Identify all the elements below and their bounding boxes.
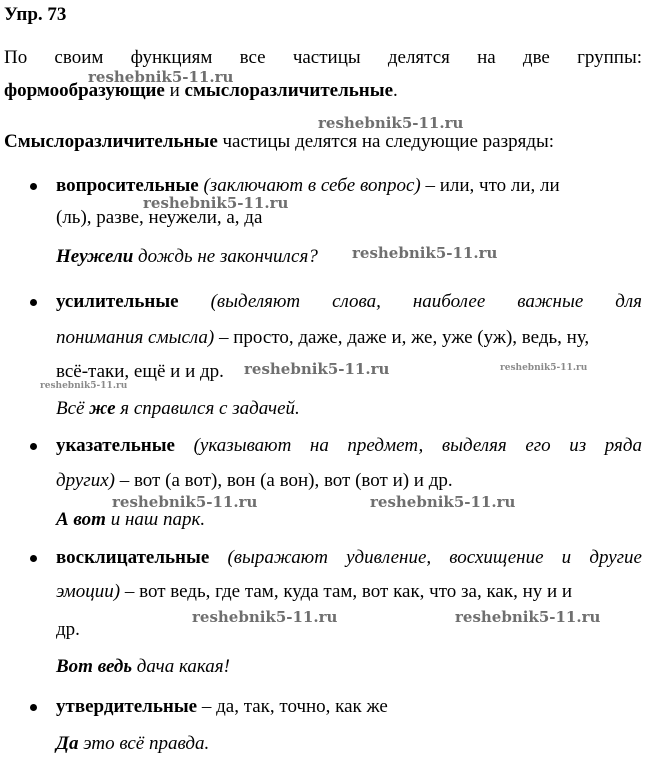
group-1-line-2: (ль), разве, неужели, а, да: [56, 207, 263, 228]
watermark-text: reshebnik5-11.ru: [352, 244, 498, 262]
watermark-text: reshebnik5-11.ru: [40, 381, 128, 391]
watermark-text: reshebnik5-11.ru: [143, 194, 289, 212]
group-4-example-rest: дача какая!: [132, 656, 230, 677]
group-4-desc-2: эмоции): [56, 581, 121, 602]
group-4-example: [56, 656, 230, 678]
group-4-line-2: [56, 581, 572, 603]
group-1-example-particle: Неужели: [56, 246, 134, 267]
group-2-name: усилительные: [56, 291, 179, 312]
exercise-title: Упр. 73: [4, 4, 67, 25]
group-3-line-2: [56, 470, 453, 492]
group-5-line-1: [56, 696, 388, 718]
group-5-name: утвердительные: [56, 696, 198, 717]
group-2-line-2: [56, 327, 589, 349]
bullet-icon: [30, 443, 37, 450]
subheading: [4, 131, 554, 153]
group-2-example-particle: же: [89, 398, 116, 419]
group-1-example-rest: дождь не закончился?: [133, 246, 318, 267]
group-2-example: [56, 398, 300, 420]
intro-and: и: [164, 80, 185, 101]
group-2-example-pre: Всё: [56, 398, 90, 419]
group-2-tail: – просто, даже, даже и, же, уже (уж), ведь, ну,: [214, 327, 590, 348]
group-5-tail: – да, так, точно, как же: [197, 696, 388, 717]
group-3-example-rest: и наш парк.: [105, 509, 206, 530]
group-4-line-1: [56, 547, 642, 569]
group-4-tail: – вот ведь, где там, куда там, вот как, что за, как, ну и и: [120, 581, 573, 602]
group-5-example-rest: это всё правда.: [78, 733, 210, 754]
group-2-line-3: всё-таки, ещё и и др.: [56, 361, 224, 382]
watermark-text: reshebnik5-11.ru: [88, 68, 234, 86]
subheading-term: Смыслоразличительные: [4, 131, 218, 152]
group-3-line-1: [56, 435, 642, 457]
group-3-name: указательные: [56, 435, 175, 456]
watermark-text: reshebnik5-11.ru: [370, 493, 516, 511]
group-2-desc-2: понимания смысла): [56, 327, 215, 348]
group-4-desc-1: (выражают удивление, восхищение и другие: [227, 547, 642, 568]
group-1-tail: – или, что ли, ли: [420, 175, 560, 196]
group-3-desc-2: других): [56, 470, 115, 491]
group-5-example-particle: Да: [56, 733, 79, 754]
bullet-icon: [30, 704, 37, 711]
group-3-example: [56, 509, 205, 531]
watermark-text: reshebnik5-11.ru: [244, 360, 390, 378]
group-3-tail: – вот (а вот), вон (а вон), вот (вот и) и др.: [114, 470, 453, 491]
group-1-name: вопросительные: [56, 175, 199, 196]
bullet-icon: [30, 183, 37, 190]
watermark-text: reshebnik5-11.ru: [455, 608, 601, 626]
term-form: формообразующие: [4, 80, 165, 101]
group-1-example: [56, 246, 318, 268]
group-2-desc-1: (выделяют слова, наиболее важные для: [210, 291, 642, 312]
intro-end: .: [393, 80, 398, 101]
group-4-line-3: др.: [56, 619, 80, 640]
watermark-text: reshebnik5-11.ru: [500, 363, 588, 373]
watermark-text: reshebnik5-11.ru: [318, 114, 464, 132]
group-3-example-particle: А вот: [56, 509, 106, 530]
group-3-desc-1: (указывают на предмет, выделяя его из ряда: [193, 435, 642, 456]
group-5-example: [56, 733, 209, 755]
group-4-name: восклицательные: [56, 547, 210, 568]
watermark-text: reshebnik5-11.ru: [192, 608, 338, 626]
watermark-text: reshebnik5-11.ru: [112, 493, 258, 511]
group-2-example-rest: я справился с задачей.: [115, 398, 300, 419]
intro-line-1: По своим функциям все частицы делятся на две группы:: [4, 47, 642, 68]
term-sense: смыслоразличительные: [184, 80, 394, 101]
group-1-line-1: [56, 175, 560, 197]
group-2-line-1: [56, 291, 642, 313]
bullet-icon: [30, 299, 37, 306]
group-4-example-particle: Вот ведь: [56, 656, 133, 677]
group-1-desc: (заключают в себе вопрос): [203, 175, 421, 196]
bullet-icon: [30, 555, 37, 562]
subheading-rest: частицы делятся на следующие разряды:: [217, 131, 555, 152]
